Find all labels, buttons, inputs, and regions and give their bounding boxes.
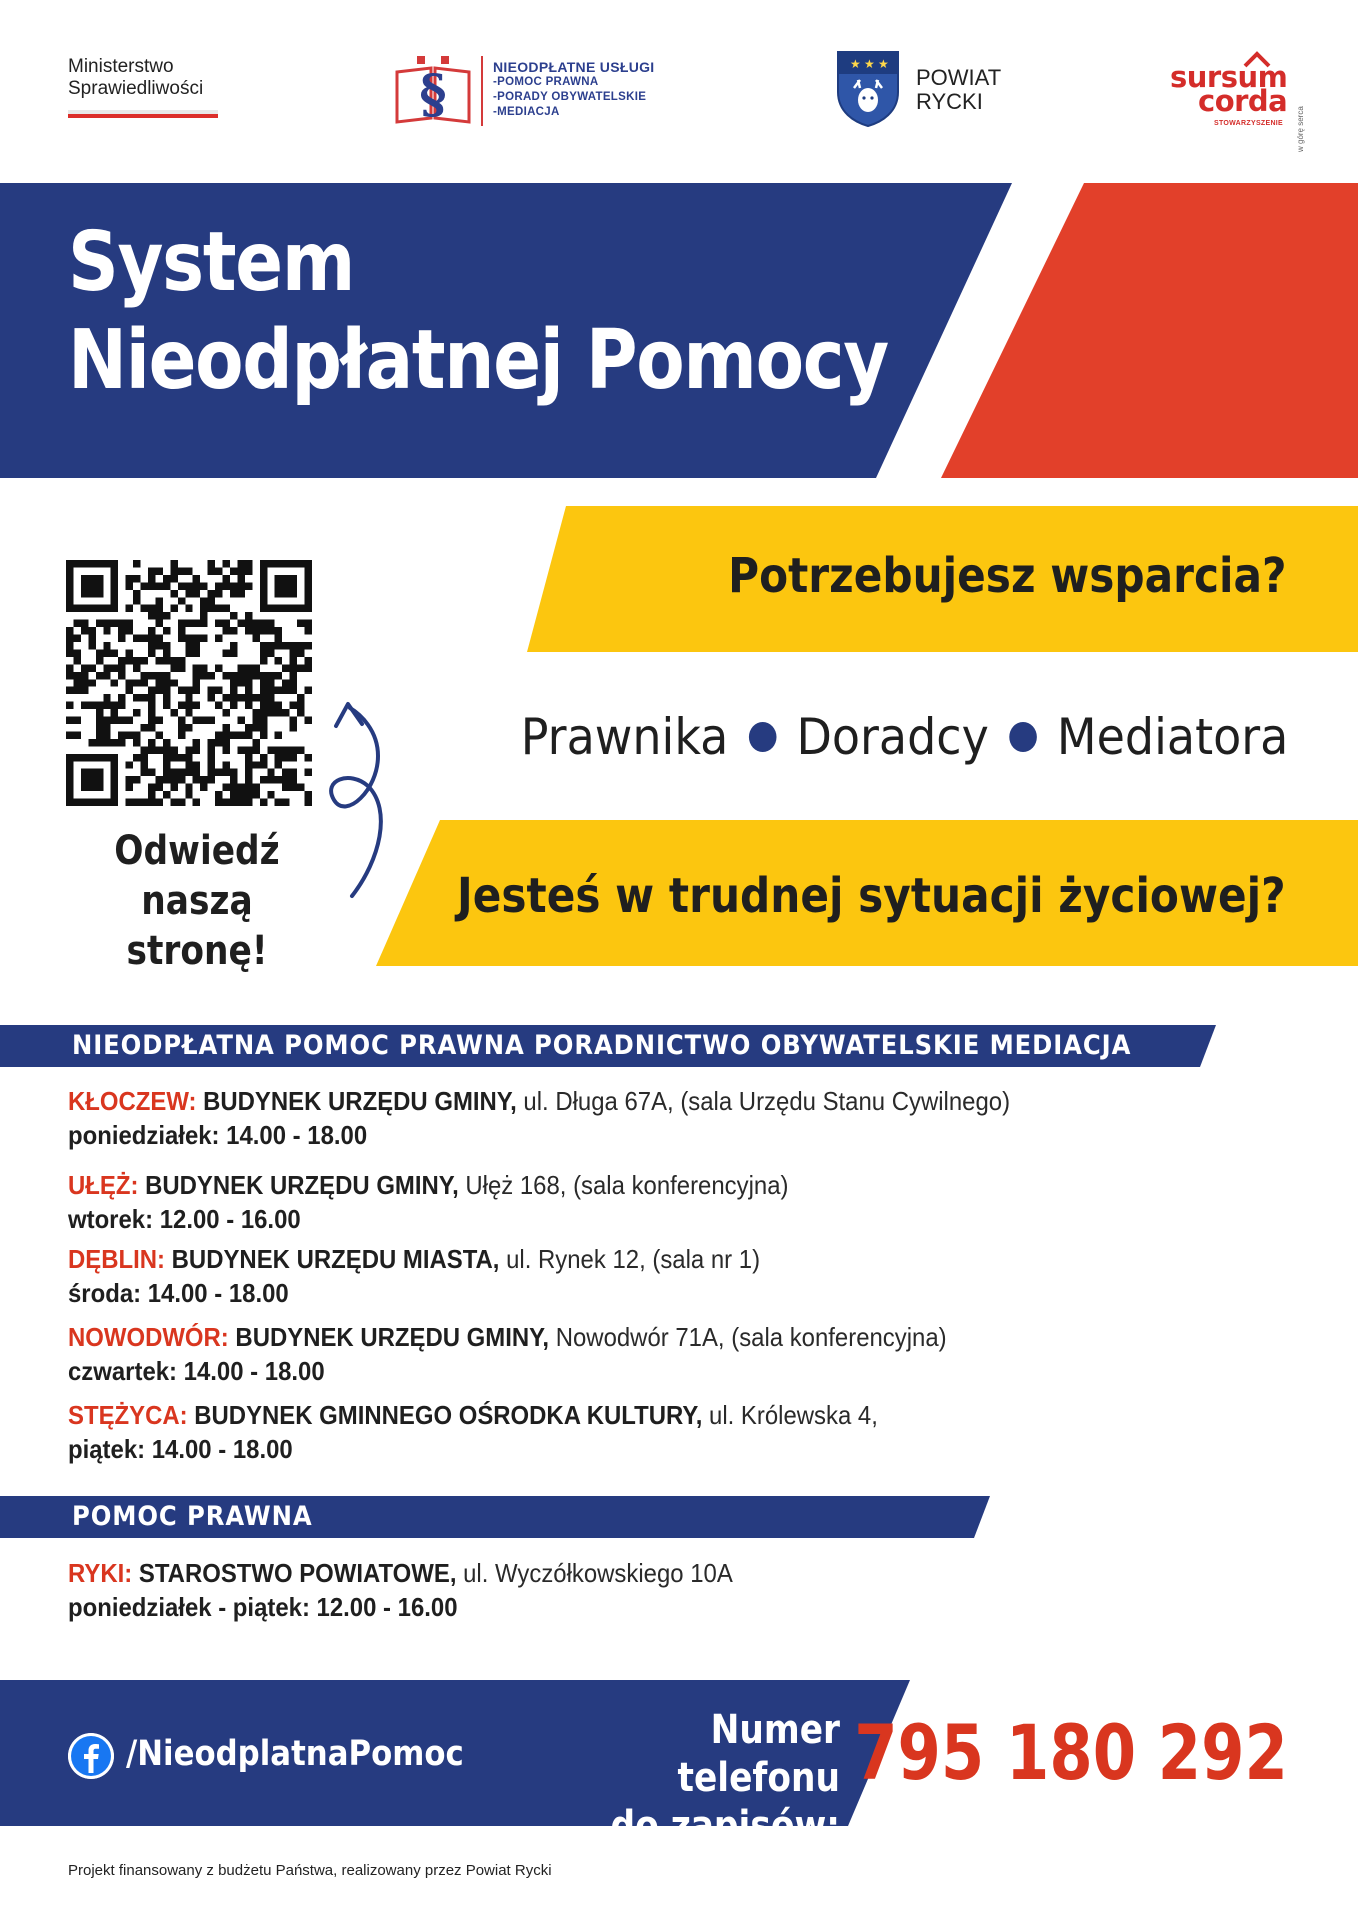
bullet-dot	[1009, 722, 1037, 752]
curved-arrow-icon	[320, 690, 400, 900]
motto-label: w górę serca	[1296, 106, 1305, 152]
free-services-item: -PORADY OBYWATELSKIE	[493, 91, 647, 103]
corda-word: corda	[1198, 84, 1288, 118]
location-building: BUDYNEK URZĘDU GMINY,	[203, 1086, 517, 1116]
location-city: DĘBLIN:	[68, 1244, 166, 1274]
location-entry	[68, 1398, 878, 1466]
coat-of-arms-icon	[836, 50, 900, 128]
visit-website-label	[72, 826, 321, 976]
free-services-text	[493, 60, 654, 120]
location-hours: poniedziałek: 14.00 - 18.00	[68, 1120, 368, 1150]
facebook-icon[interactable]	[68, 1733, 114, 1779]
svg-text:★: ★	[864, 57, 875, 71]
powiat-name	[916, 66, 1001, 114]
ministry-logo	[68, 56, 228, 118]
sursum-word: sursum	[1170, 60, 1288, 94]
location-hours: czwartek: 14.00 - 18.00	[68, 1356, 325, 1386]
phone-label-line1: Numer telefonu	[677, 1707, 840, 1801]
free-services-item: -POMOC PRAWNA	[493, 76, 599, 88]
page-title	[68, 214, 888, 410]
svg-text:★: ★	[850, 57, 861, 71]
role-mediator: Mediatora	[1056, 708, 1288, 766]
powiat-line2: RYCKI	[916, 89, 983, 114]
section1-heading: NIEODPŁATNA POMOC PRAWNA PORADNICTWO OBYWATELSKIE MEDIACJA	[72, 1030, 1132, 1061]
free-services-title: NIEODPŁATNE USŁUGI	[493, 59, 655, 75]
location-address: Nowodwór 71A, (sala konferencyjna)	[555, 1322, 947, 1352]
svg-text:★: ★	[878, 57, 889, 71]
title-line2: Nieodpłatnej Pomocy	[68, 313, 888, 408]
location-building: BUDYNEK URZĘDU GMINY,	[235, 1322, 550, 1352]
logo-divider	[481, 56, 483, 126]
location-building: BUDYNEK URZĘDU MIASTA,	[171, 1244, 500, 1274]
location-entry	[68, 1168, 788, 1236]
difficult-situation-question: Jesteś w trudnej sytuacji życiowej?	[457, 868, 1286, 924]
location-building: BUDYNEK GMINNEGO OŚRODKA KULTURY,	[194, 1400, 703, 1430]
location-hours: piątek: 14.00 - 18.00	[68, 1434, 293, 1464]
location-address: ul. Długa 67A, (sala Urzędu Stanu Cywilnego)	[523, 1086, 1011, 1116]
location-city: RYKI:	[68, 1558, 133, 1588]
red-band	[941, 183, 1358, 478]
support-question: Potrzebujesz wsparcia?	[727, 548, 1286, 604]
location-entry	[68, 1320, 947, 1388]
title-line1: System	[68, 215, 355, 310]
role-advisor: Doradcy	[796, 708, 989, 766]
svg-text:§: §	[419, 64, 447, 125]
section2-heading: POMOC PRAWNA	[72, 1501, 313, 1532]
location-city: UŁĘŻ:	[68, 1170, 139, 1200]
location-entry	[68, 1084, 1010, 1152]
ministry-name-line1: Ministerstwo	[68, 56, 174, 77]
location-entry	[68, 1242, 760, 1310]
powiat-line1: POWIAT	[916, 65, 1002, 90]
location-hours: wtorek: 12.00 - 16.00	[68, 1204, 301, 1234]
location-building: STAROSTWO POWIATOWE,	[138, 1558, 457, 1588]
location-hours: środa: 14.00 - 18.00	[68, 1278, 289, 1308]
powiat-logo	[836, 50, 1016, 130]
free-services-logo	[393, 52, 683, 132]
bullet-dot	[748, 722, 776, 752]
flag-red-stripe	[68, 114, 218, 118]
role-lawyer: Prawnika	[520, 708, 729, 766]
association-label: STOWARZYSZENIE	[1214, 120, 1284, 127]
location-city: STĘŻYCA:	[68, 1400, 188, 1430]
location-city: KŁOCZEW:	[68, 1086, 197, 1116]
location-address: ul. Rynek 12, (sala nr 1)	[506, 1244, 761, 1274]
location-address: Ułęż 168, (sala konferencyjna)	[465, 1170, 789, 1200]
phone-number[interactable]: 795 180 292	[854, 1708, 1288, 1797]
roles-list	[520, 708, 1288, 766]
free-services-item: -MEDIACJA	[493, 106, 560, 118]
visit-line2: naszą stronę!	[126, 878, 268, 974]
location-address: ul. Królewska 4,	[709, 1400, 878, 1430]
location-address: ul. Wyczółkowskiego 10A	[463, 1558, 733, 1588]
sursum-corda-logo	[1168, 52, 1308, 152]
location-hours: poniedziałek - piątek: 12.00 - 16.00	[68, 1592, 458, 1622]
location-entry	[68, 1556, 733, 1624]
phone-label	[565, 1706, 840, 1850]
qr-code[interactable]	[66, 560, 312, 806]
funding-note: Projekt finansowany z budżetu Państwa, realizowany przez Powiat Rycki	[68, 1862, 552, 1879]
ministry-name-line2: Sprawiedliwości	[68, 78, 204, 99]
facebook-handle-link[interactable]: /NieodplatnaPomoc	[126, 1734, 464, 1774]
location-city: NOWODWÓR:	[68, 1322, 229, 1352]
visit-line1: Odwiedź	[114, 828, 280, 874]
location-building: BUDYNEK URZĘDU GMINY,	[145, 1170, 459, 1200]
section-sign-book-icon	[393, 52, 473, 128]
phone-label-line2: do zapisów:	[610, 1803, 840, 1849]
